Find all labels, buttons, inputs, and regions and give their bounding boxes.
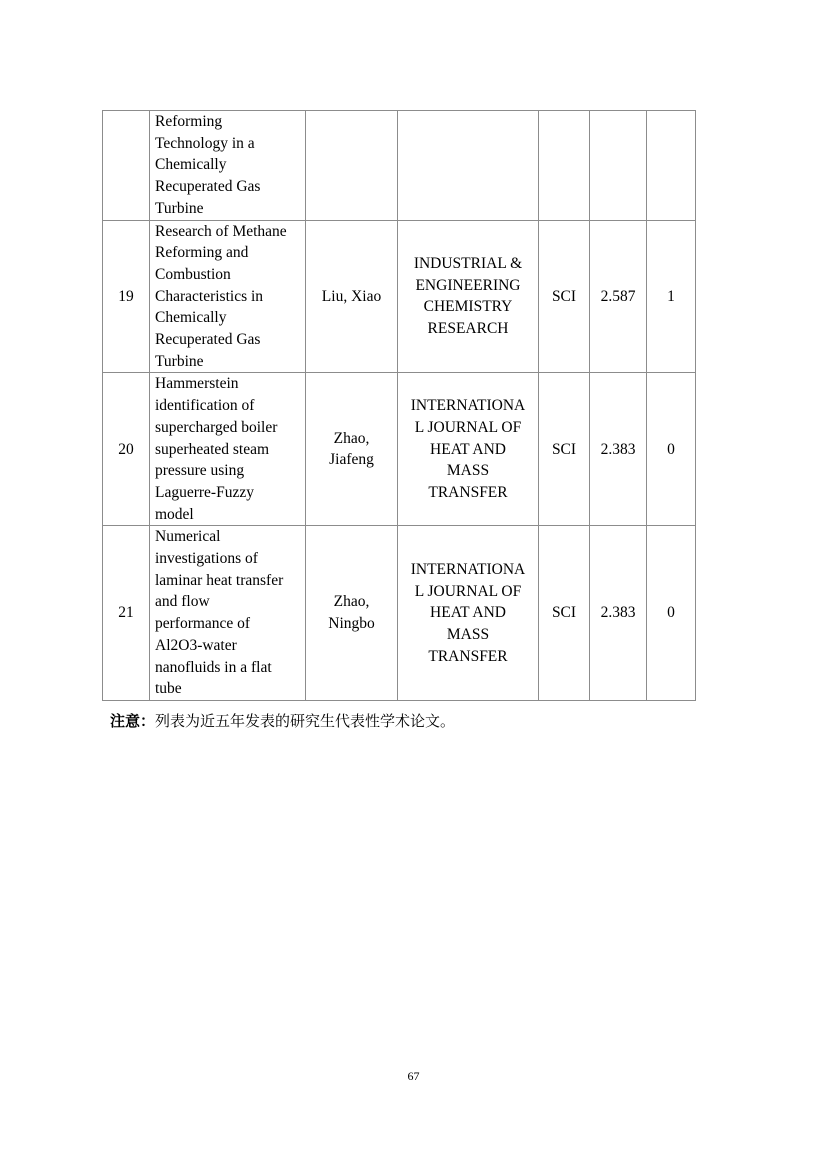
index-type: SCI	[539, 526, 590, 701]
paper-title: Numerical investigations of laminar heat transfer and flow performance of Al2O3-water nanofluids in a flat tube	[150, 526, 306, 701]
impact-factor	[590, 111, 647, 221]
index-type: SCI	[539, 373, 590, 526]
citation-count	[647, 111, 696, 221]
paper-title: Research of Methane Reforming and Combustion Characteristics in Chemically Recuperated Gas Turbine	[150, 220, 306, 373]
first-author: Zhao, Jiafeng	[306, 373, 398, 526]
first-author	[306, 111, 398, 221]
first-author: Zhao, Ningbo	[306, 526, 398, 701]
index-type: SCI	[539, 220, 590, 373]
journal-name: INTERNATIONA L JOURNAL OF HEAT AND MASS TRANSFER	[398, 526, 539, 701]
citation-count: 0	[647, 526, 696, 701]
note-label: 注意：	[110, 712, 156, 730]
paper-title: Hammerstein identification of supercharged boiler superheated steam pressure using Laguerre-Fuzzy model	[150, 373, 306, 526]
journal-name	[398, 111, 539, 221]
paper-title: Reforming Technology in a Chemically Recuperated Gas Turbine	[150, 111, 306, 221]
index-type	[539, 111, 590, 221]
table-row	[103, 220, 696, 373]
impact-factor: 2.587	[590, 220, 647, 373]
row-number	[103, 111, 150, 221]
table-row	[103, 526, 696, 701]
page-number: 67	[407, 1069, 420, 1083]
row-number: 20	[103, 373, 150, 526]
citation-count: 1	[647, 220, 696, 373]
first-author: Liu, Xiao	[306, 220, 398, 373]
journal-name: INDUSTRIAL & ENGINEERING CHEMISTRY RESEARCH	[398, 220, 539, 373]
table-row	[103, 373, 696, 526]
impact-factor: 2.383	[590, 526, 647, 701]
row-number: 19	[103, 220, 150, 373]
note-text: 列表为近五年发表的研究生代表性学术论文。	[155, 712, 456, 730]
row-number: 21	[103, 526, 150, 701]
citation-count: 0	[647, 373, 696, 526]
impact-factor: 2.383	[590, 373, 647, 526]
publication-table	[102, 110, 696, 701]
table-note	[110, 710, 455, 732]
table-row	[103, 111, 696, 221]
journal-name: INTERNATIONA L JOURNAL OF HEAT AND MASS TRANSFER	[398, 373, 539, 526]
